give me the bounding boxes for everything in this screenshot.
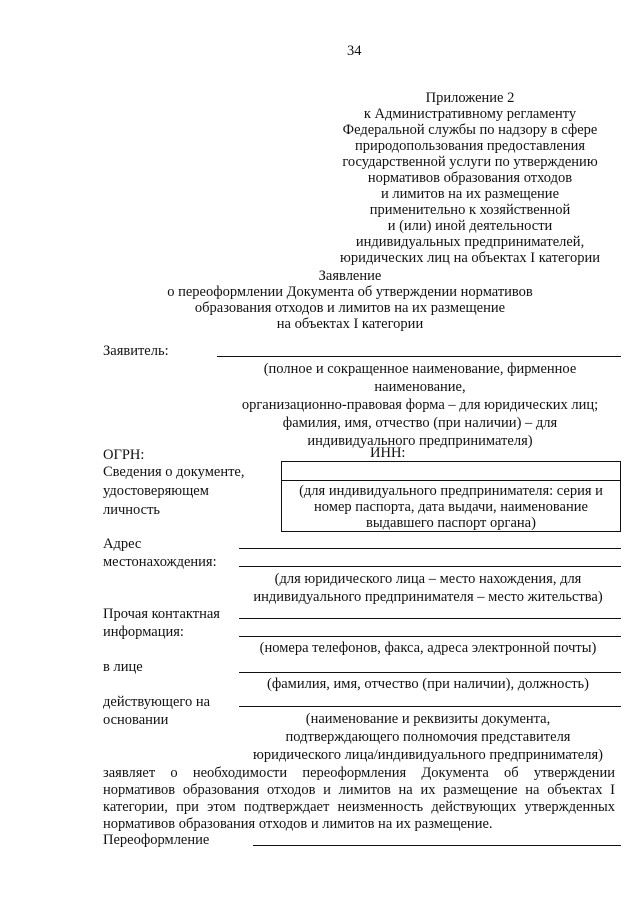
contact-field-2[interactable] (239, 636, 621, 637)
hint-line: юридического лица/индивидуального предпринимателя) (253, 747, 603, 763)
appendix-line: юридических лиц на объектах I категории (340, 250, 600, 266)
id-doc-field[interactable] (281, 461, 621, 481)
appendix-line: и лимитов на их размещение (380, 186, 559, 202)
appendix-line: индивидуальных предпринимателей, (355, 234, 585, 250)
declaration-text: заявляет о необходимости переоформления Документа об утверждении нормативов образования отходов и лимитов на их размещение на объектах I категории, при этом подтверждает неизменность действующих утвержденных нормативов образования отходов и лимитов на их размещение. (103, 765, 615, 832)
appendix-line: государственной услуги по утверждению (342, 154, 598, 170)
contact-label (103, 605, 220, 641)
basis-label (103, 693, 210, 729)
statement-line: на объектах I категории (276, 316, 424, 332)
appendix-line: Приложение 2 (425, 90, 515, 106)
statement-line: Заявление (318, 268, 382, 284)
appendix-line: и (или) иной деятельности (387, 218, 553, 234)
appendix-line: Федеральной службы по надзору в сфере (342, 122, 598, 138)
hint-line: (для индивидуального предпринимателя: серия и (299, 483, 603, 499)
hint-line: номер паспорта, дата выдачи, наименование (314, 499, 588, 515)
contact-field-1[interactable] (239, 618, 621, 619)
ogrn-label: ОГРН: (103, 447, 145, 463)
label-line: местонахождения: (103, 554, 217, 570)
hint-line: (для юридического лица – место нахождения, для (274, 571, 582, 587)
applicant-field[interactable] (217, 356, 621, 357)
appendix-line: природопользования предоставления (354, 138, 586, 154)
id-doc-hint-box (281, 480, 621, 532)
address-field-1[interactable] (239, 548, 621, 549)
person-field[interactable] (239, 672, 621, 673)
hint-line: (наименование и реквизиты документа, (305, 711, 551, 727)
appendix-line: нормативов образования отходов (367, 170, 573, 186)
hint-line: (полное и сокращенное наименование, фирменное (263, 361, 577, 377)
label-line: Адрес (103, 536, 142, 552)
statement-line: о переоформлении Документа об утверждении нормативов (167, 284, 533, 300)
hint-line: фамилия, имя, отчество (при наличии) – для (282, 415, 558, 431)
address-label (103, 535, 217, 571)
inn-label: ИНН: (370, 445, 406, 461)
appendix-header (320, 90, 620, 266)
label-line: Сведения о документе, (103, 464, 245, 480)
hint-line: индивидуального предпринимателя) (307, 433, 533, 449)
hint-line: выдавшего паспорт органа) (366, 515, 536, 531)
label-line: действующего на (103, 694, 211, 710)
address-field-2[interactable] (239, 566, 621, 567)
appendix-line: применительно к хозяйственной (369, 202, 571, 218)
contact-hint: (номера телефонов, факса, адреса электронной почты) (259, 640, 597, 656)
address-hint (218, 570, 638, 606)
label-line: удостоверяющем (103, 483, 209, 499)
statement-title (140, 268, 560, 332)
label-line: основании (103, 712, 169, 728)
person-hint: (фамилия, имя, отчество (при наличии), должность) (267, 676, 589, 692)
reissue-field[interactable] (253, 845, 621, 846)
label-line: информация: (103, 624, 184, 640)
appendix-line: к Административному регламенту (363, 106, 577, 122)
hint-line: подтверждающего полномочия представителя (285, 729, 571, 745)
hint-line: индивидуального предпринимателя – место жительства) (253, 589, 603, 605)
reissue-label: Переоформление (103, 832, 210, 848)
id-doc-label (103, 463, 244, 520)
person-label: в лице (103, 659, 143, 675)
label-line: Прочая контактная (103, 606, 220, 622)
label-line: личность (103, 502, 161, 518)
hint-line: организационно-правовая форма – для юридических лиц; (241, 397, 599, 413)
statement-line: образования отходов и лимитов на их размещение (194, 300, 506, 316)
applicant-hint (210, 360, 630, 450)
hint-line: наименование, (374, 379, 466, 395)
applicant-label: Заявитель: (103, 343, 169, 359)
page-number: 34 (347, 43, 362, 59)
basis-hint (218, 710, 638, 764)
basis-field[interactable] (239, 706, 621, 707)
